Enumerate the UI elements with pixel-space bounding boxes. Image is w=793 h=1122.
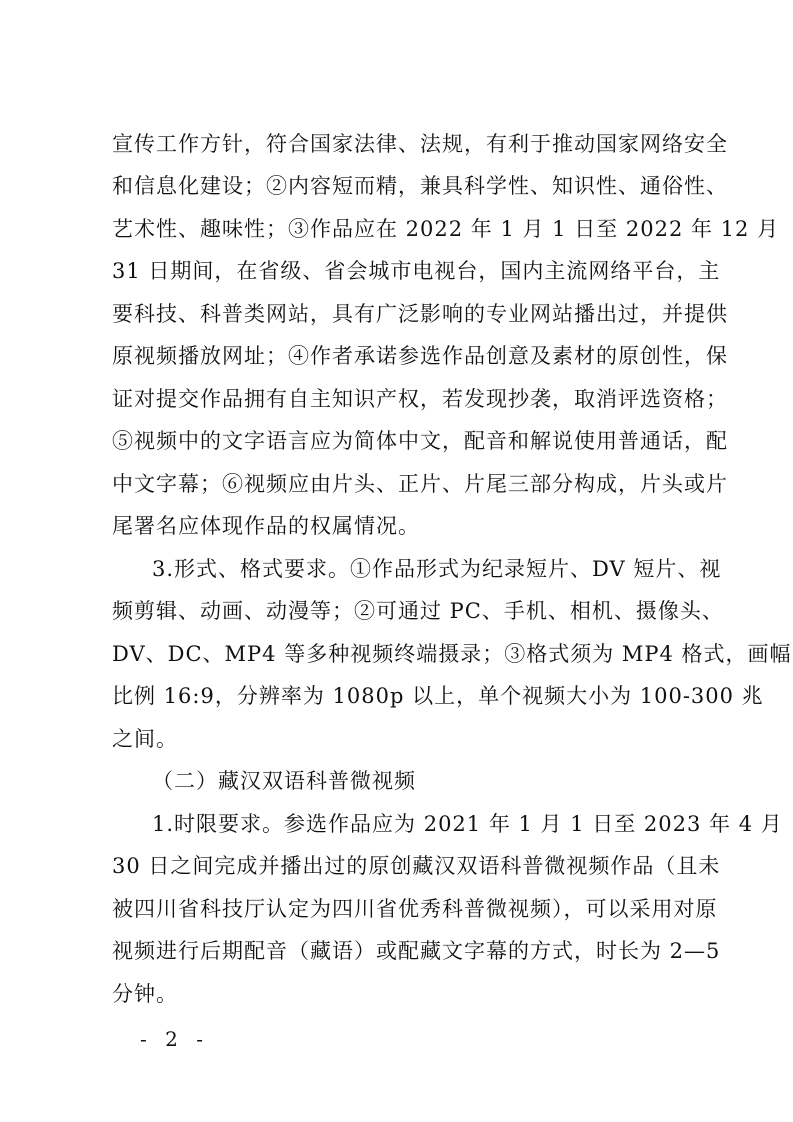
section-heading: （二）藏汉双语科普微视频 <box>152 769 416 793</box>
paragraph-line: 证对提交作品拥有自主知识产权，若发现抄袭，取消评选资格； <box>112 387 728 411</box>
paragraph-line: 1.时限要求。参选作品应为 2021 年 1 月 1 日至 2023 年 4 月 <box>152 812 783 836</box>
paragraph-line: 和信息化建设；②内容短而精，兼具科学性、知识性、通俗性、 <box>112 174 728 198</box>
paragraph-line: 中文字幕；⑥视频应由片头、正片、片尾三部分构成，片头或片 <box>112 472 728 496</box>
paragraph-line: 分钟。 <box>112 982 178 1006</box>
paragraph-line: 视频进行后期配音（藏语）或配藏文字幕的方式，时长为 2—5 <box>112 939 721 963</box>
paragraph-line: 3.形式、格式要求。①作品形式为纪录短片、DV 短片、视 <box>152 557 722 581</box>
paragraph-line: 被四川省科技厅认定为四川省优秀科普微视频），可以采用对原 <box>112 897 718 921</box>
paragraph-line: 尾署名应体现作品的权属情况。 <box>112 514 420 538</box>
paragraph-line: DV、DC、MP4 等多种视频终端摄录；③格式须为 MP4 格式，画幅 <box>112 642 792 666</box>
paragraph-line: 30 日之间完成并播出过的原创藏汉双语科普微视频作品（且未 <box>112 854 721 878</box>
paragraph-line: 频剪辑、动画、动漫等；②可通过 PC、手机、相机、摄像头、 <box>112 599 724 623</box>
page-number: - 2 - <box>140 1027 209 1051</box>
paragraph-line: 31 日期间，在省级、省会城市电视台，国内主流网络平台，主 <box>112 259 721 283</box>
paragraph-line: ⑤视频中的文字语言应为简体中文，配音和解说使用普通话，配 <box>112 429 728 453</box>
paragraph-line: 之间。 <box>112 727 178 751</box>
paragraph-line: 原视频播放网址；④作者承诺参选作品创意及素材的原创性，保 <box>112 344 728 368</box>
paragraph-line: 比例 16:9，分辨率为 1080p 以上，单个视频大小为 100-300 兆 <box>112 684 764 708</box>
paragraph-line: 要科技、科普类网站，具有广泛影响的专业网站播出过，并提供 <box>112 302 728 326</box>
paragraph-line: 宣传工作方针，符合国家法律、法规，有利于推动国家网络安全 <box>112 132 728 156</box>
paragraph-line: 艺术性、趣味性；③作品应在 2022 年 1 月 1 日至 2022 年 12 月 <box>112 217 780 241</box>
